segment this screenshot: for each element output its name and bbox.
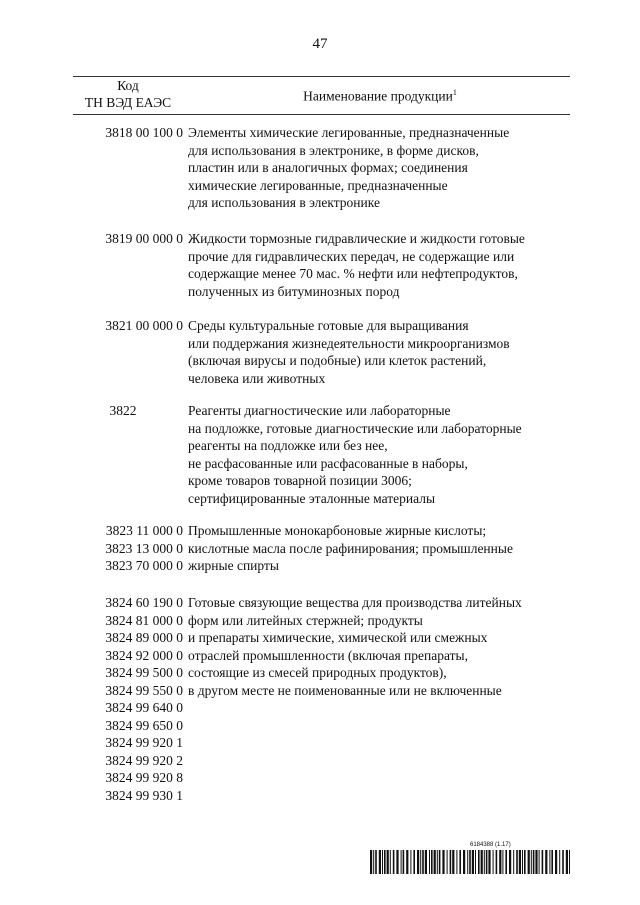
row-description: Элементы химические легированные, предназначенные для использования в электронике, в форме дисков, пластин или в аналогичных формах; соединения химические легированные, предназначенные для использования в электронике (188, 125, 510, 210)
row-description: Готовые связующие вещества для производства литейных форм или литейных стержней; продукты и препараты химические, химической или смежных отраслей промышленности (включая препараты, состоящие из смесей природных продуктов), в другом месте не поименованные или не включенные (188, 595, 522, 698)
code-column-header (73, 77, 183, 111)
row-codes: 3823 11 000 0 3823 13 000 0 3823 70 000 0 (105, 523, 183, 573)
barcode-icon (370, 850, 570, 874)
row-codes: 3822 (109, 403, 137, 418)
row-description: Реагенты диагностические или лабораторные на подложке, готовые диагностические или лабораторные реагенты на подложке или без нее, не расфасованные или расфасованные в наборы, кроме товаров товарной позиции 3006; сертифицированные эталонные материалы (188, 403, 522, 506)
row-description: Промышленные монокарбоновые жирные кислоты; кислотные масла после рафинирования; промышленные жирные спирты (188, 523, 513, 573)
row-description: Жидкости тормозные гидравлические и жидкости готовые прочие для гидравлических передач, не содержащие или содержащие менее 70 мас. % нефти или нефтепродуктов, полученных из битуминозных пород (188, 231, 525, 299)
code-header-line2: ТН ВЭД ЕАЭС (84, 95, 172, 110)
table-header-rule (73, 114, 570, 115)
footnote-marker: 1 (452, 88, 457, 97)
name-column-header (190, 88, 570, 105)
page-number: 47 (312, 36, 328, 52)
row-codes: 3819 00 000 0 (105, 231, 183, 246)
row-codes: 3824 60 190 0 3824 81 000 0 3824 89 000 0 3824 92 000 0 3824 99 500 0 3824 99 550 0 3824 99 640 0 3824 99 650 0 3824 99 920 1 3824 99 920 2 3824 99 920 8 3824 99 930 1 (105, 595, 183, 803)
row-codes: 3818 00 100 0 (105, 125, 183, 140)
row-description: Среды культуральные готовые для выращивания или поддержания жизнедеятельности микроорганизмов (включая вирусы и подобные) или клеток растений, человека или животных (188, 318, 510, 386)
row-codes: 3821 00 000 0 (105, 318, 183, 333)
name-header-text: Наименование продукции (303, 88, 453, 104)
barcode-number: 6184388 (1.17) (470, 842, 511, 848)
code-header-line1: Код (117, 78, 139, 93)
